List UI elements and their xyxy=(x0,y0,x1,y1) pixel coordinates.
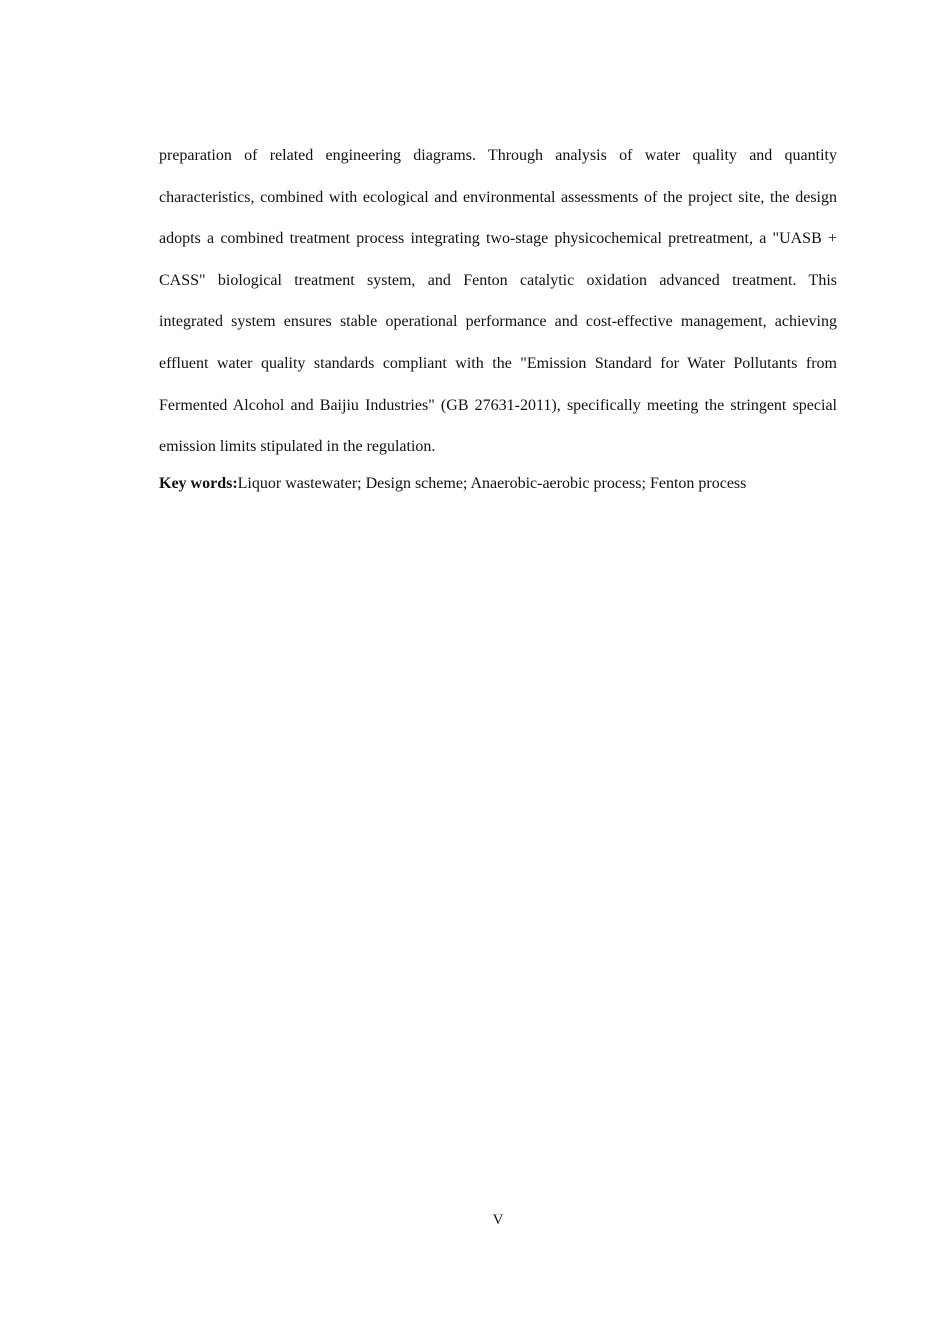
abstract-line: characteristics, combined with ecological and environmental assessments of the project site, the design xyxy=(159,188,837,206)
abstract-line: integrated system ensures stable operational performance and cost-effective management, achieving xyxy=(159,313,837,331)
abstract-body xyxy=(159,138,837,497)
abstract-line: Fermented Alcohol and Baijiu Industries" (GB 27631-2011), specifically meeting the stringent special xyxy=(159,396,837,414)
keywords-label: Key words: xyxy=(159,474,238,492)
abstract-line: CASS" biological treatment system, and Fenton catalytic oxidation advanced treatment. This xyxy=(159,271,837,289)
abstract-line: emission limits stipulated in the regulation. xyxy=(159,438,436,456)
abstract-line: effluent water quality standards compliant with the "Emission Standard for Water Pollutants from xyxy=(159,354,837,372)
abstract-line: preparation of related engineering diagrams. Through analysis of water quality and quantity xyxy=(159,147,837,164)
keywords-text: Liquor wastewater; Design scheme; Anaerobic-aerobic process; Fenton process xyxy=(237,474,747,492)
abstract-line: adopts a combined treatment process integrating two-stage physicochemical pretreatment, a "UASB + xyxy=(159,230,837,248)
page-number: V xyxy=(492,1212,504,1228)
keywords-line xyxy=(159,471,837,497)
